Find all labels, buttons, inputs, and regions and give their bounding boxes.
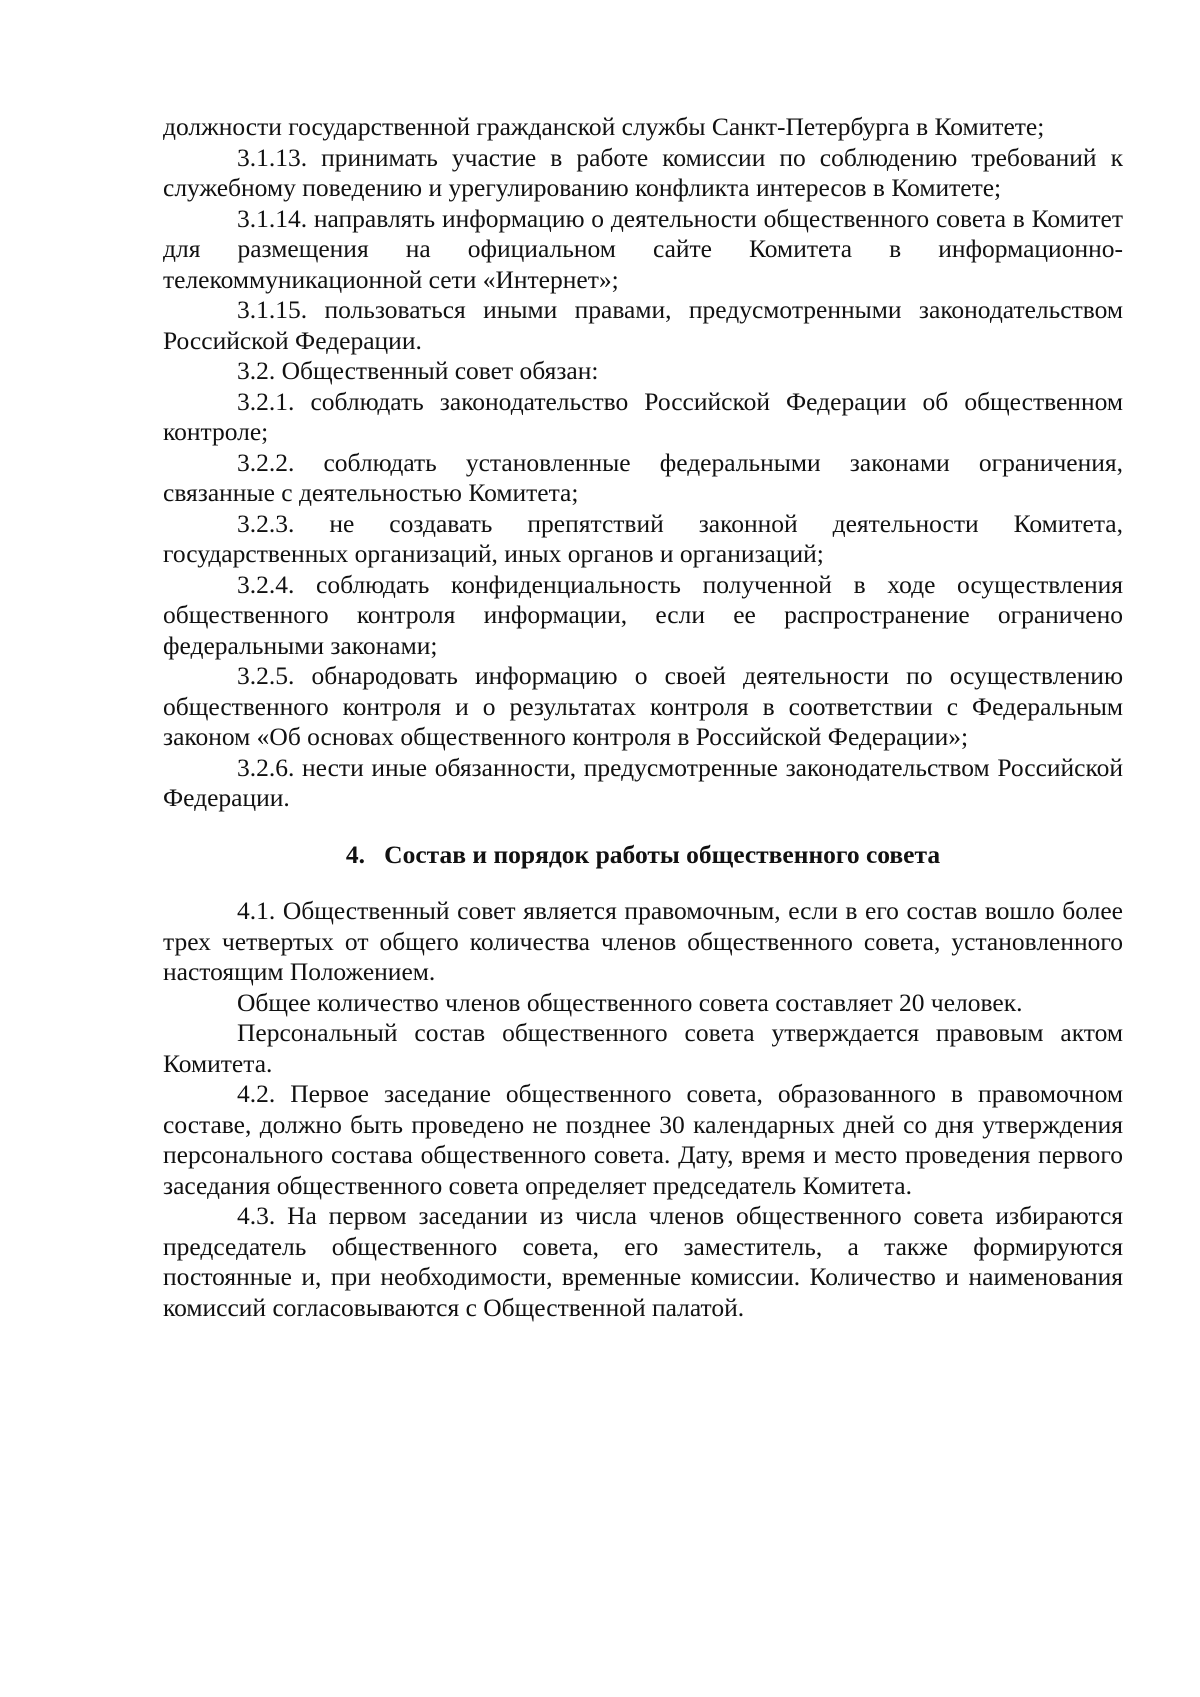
paragraph-4-2: 4.2. Первое заседание общественного совета, образованного в правомочном составе, должно быть проведено не позднее 30 календарных дней со дня утверждения персонального состава общественного совета. Дату, время и место проведения первого заседания общественного совета определяет председатель Комитета. (163, 1079, 1123, 1200)
paragraph-3-1-13: 3.1.13. принимать участие в работе комиссии по соблюдению требований к служебному поведению и урегулированию конфликта интересов в Комитете; (163, 142, 1123, 202)
paragraph-3-2-2: 3.2.2. соблюдать установленные федеральными законами ограничения, связанные с деятельностью Комитета; (163, 447, 1123, 507)
paragraph-continuation: должности государственной гражданской службы Санкт-Петербурга в Комитете; (163, 112, 1045, 141)
paragraph-3-2-3: 3.2.3. не создавать препятствий законной деятельности Комитета, государственных организаций, иных органов и организаций; (163, 508, 1123, 568)
section-heading: 4. Состав и порядок работы общественного совета (345, 839, 941, 869)
paragraph-3-2-1: 3.2.1. соблюдать законодательство Российской Федерации об общественном контроле; (163, 386, 1123, 446)
paragraph-3-1-14: 3.1.14. направлять информацию о деятельности общественного совета в Комитет для размещения на официальном сайте Комитета в информационно-телекоммуникационной сети «Интернет»; (163, 203, 1123, 294)
paragraph-personal-composition: Персональный состав общественного совета утверждается правовым актом Комитета. (163, 1018, 1123, 1078)
paragraph-4-3: 4.3. На первом заседании из числа членов общественного совета избираются председатель общественного совета, его заместитель, а также формируются постоянные и, при необходимости, временные комиссии. Количество и наименования комиссий согласовываются с Общественной палатой. (163, 1201, 1123, 1322)
paragraph-member-count: Общее количество членов общественного совета составляет 20 человек. (237, 987, 1023, 1017)
paragraph-3-2: 3.2. Общественный совет обязан: (237, 356, 599, 385)
paragraph-3-1-15: 3.1.15. пользоваться иными правами, предусмотренными законодательством Российской Федерации. (163, 295, 1123, 355)
paragraph-3-2-5: 3.2.5. обнародовать информацию о своей деятельности по осуществлению общественного контроля и о результатах контроля в соответствии с Федеральным законом «Об основах общественного контроля в Российской Федерации»; (163, 661, 1123, 751)
paragraph-3-2-6: 3.2.6. нести иные обязанности, предусмотренные законодательством Российской Федерации. (163, 752, 1123, 812)
document-page (163, 112, 1123, 1323)
paragraph-3-2-4: 3.2.4. соблюдать конфиденциальность полученной в ходе осуществления общественного контроля информации, если ее распространение ограничено федеральными законами; (163, 569, 1123, 660)
paragraph-4-1: 4.1. Общественный совет является правомочным, если в его состав вошло более трех четвертых от общего количества членов общественного совета, установленного настоящим Положением. (163, 896, 1123, 986)
